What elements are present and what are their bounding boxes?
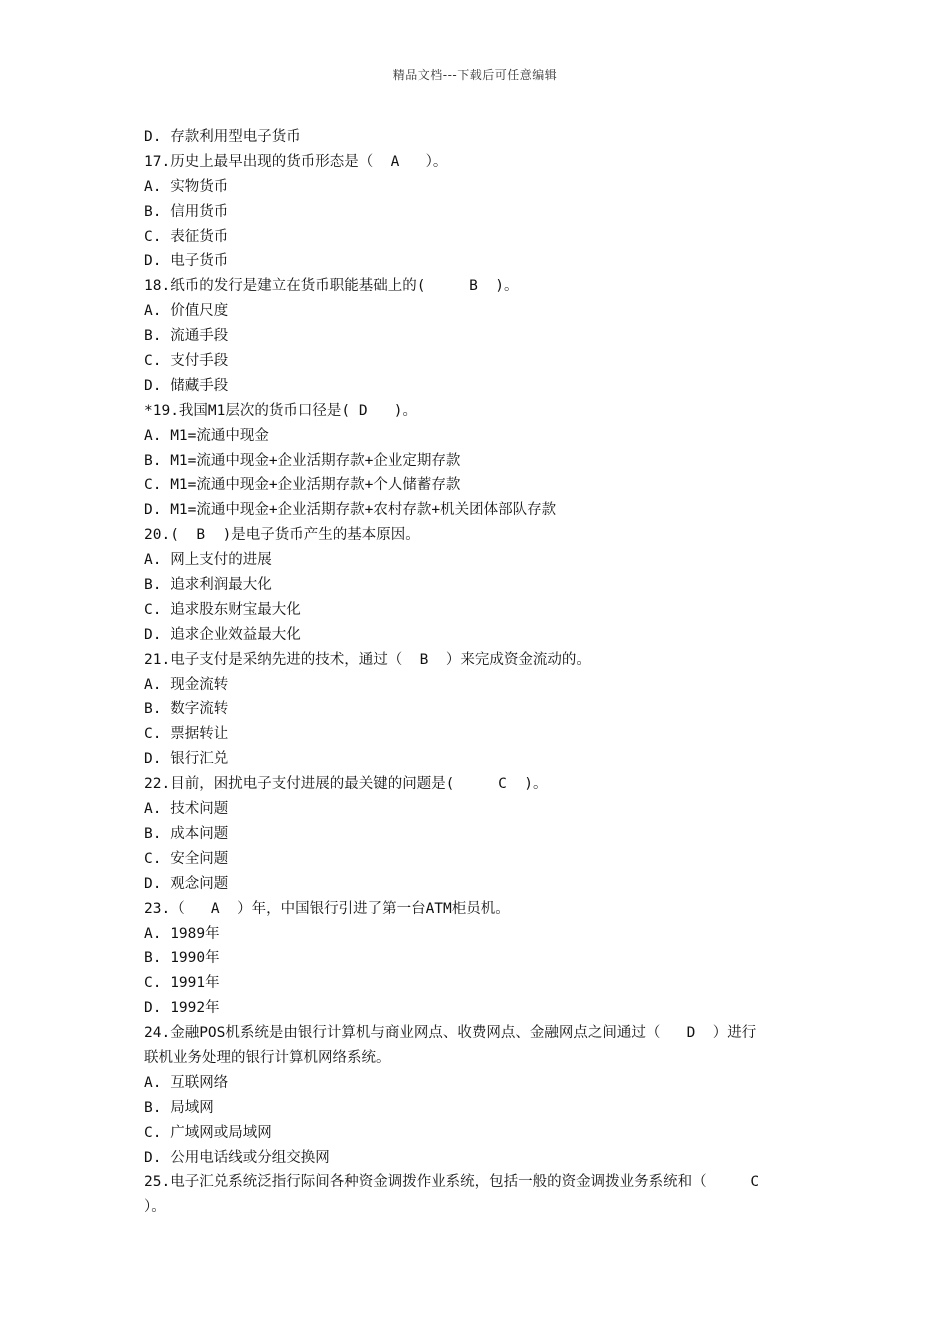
option-line: A. 网上支付的进展 [144, 552, 272, 569]
option-line: D. 公用电话线或分组交换网 [144, 1149, 330, 1166]
option-line: D. 储藏手段 [144, 377, 229, 394]
option-line: D. M1=流通中现金+企业活期存款+农村存款+机关团体部队存款 [144, 502, 557, 519]
option-line: D. 电子货币 [144, 253, 229, 270]
question-list [144, 125, 804, 1220]
option-line: B. 数字流转 [144, 701, 229, 718]
option-line: B. 1990年 [144, 950, 220, 967]
question-23: 23.（ A ）年，中国银行引进了第一台ATM柜员机。 [144, 900, 510, 917]
question-25-continued: ）。 [144, 1199, 166, 1216]
question-19: *19.我国M1层次的货币口径是( D )。 [144, 402, 417, 419]
option-line: C. 安全问题 [144, 850, 229, 867]
question-18: 18.纸币的发行是建立在货币职能基础上的( B )。 [144, 278, 519, 295]
option-line: A. 技术问题 [144, 801, 229, 818]
option-line: C. 1991年 [144, 975, 220, 992]
option-line: A. M1=流通中现金 [144, 427, 269, 444]
option-line: C. 支付手段 [144, 353, 229, 370]
question-21: 21.电子支付是采纳先进的技术，通过（ B ）来完成资金流动的。 [144, 651, 591, 668]
option-line: C. 表征货币 [144, 228, 229, 245]
option-line: B. 成本问题 [144, 825, 229, 842]
option-line: B. 流通手段 [144, 328, 229, 345]
question-20: 20.( B )是电子货币产生的基本原因。 [144, 527, 420, 544]
option-line: C. M1=流通中现金+企业活期存款+个人储蓄存款 [144, 477, 461, 494]
question-24: 24.金融POS机系统是由银行计算机与商业网点、收费网点、金融网点之间通过（ D ）进行 [144, 1025, 757, 1042]
option-line: C. 广域网或局域网 [144, 1124, 272, 1141]
option-line: A. 现金流转 [144, 676, 229, 693]
option-line: B. 追求利润最大化 [144, 577, 272, 594]
option-line: A. 价值尺度 [144, 303, 229, 320]
page-header: 精品文档---下载后可任意编辑 [392, 68, 558, 82]
option-line: D. 1992年 [144, 1000, 220, 1017]
option-line: D. 银行汇兑 [144, 751, 229, 768]
question-17: 17.历史上最早出现的货币形态是（ A ）。 [144, 153, 448, 170]
question-22: 22.目前，困扰电子支付进展的最关键的问题是( C )。 [144, 776, 548, 793]
option-line: C. 票据转让 [144, 726, 229, 743]
option-line: A. 实物货币 [144, 178, 229, 195]
option-line: C. 追求股东财宝最大化 [144, 601, 301, 618]
option-line: B. 信用货币 [144, 203, 229, 220]
option-line: D. 追求企业效益最大化 [144, 626, 301, 643]
text-line: D. 存款利用型电子货币 [144, 129, 301, 145]
option-line: B. 局域网 [144, 1099, 214, 1116]
option-line: A. 1989年 [144, 925, 220, 942]
question-24-continued: 联机业务处理的银行计算机网络系统。 [144, 1049, 391, 1066]
option-line: A. 互联网络 [144, 1074, 229, 1091]
question-25: 25.电子汇兑系统泛指行际间各种资金调拨作业系统，包括一般的资金调拨业务系统和（ C [144, 1174, 760, 1191]
option-line: B. M1=流通中现金+企业活期存款+企业定期存款 [144, 452, 461, 469]
option-line: D. 观念问题 [144, 875, 229, 892]
